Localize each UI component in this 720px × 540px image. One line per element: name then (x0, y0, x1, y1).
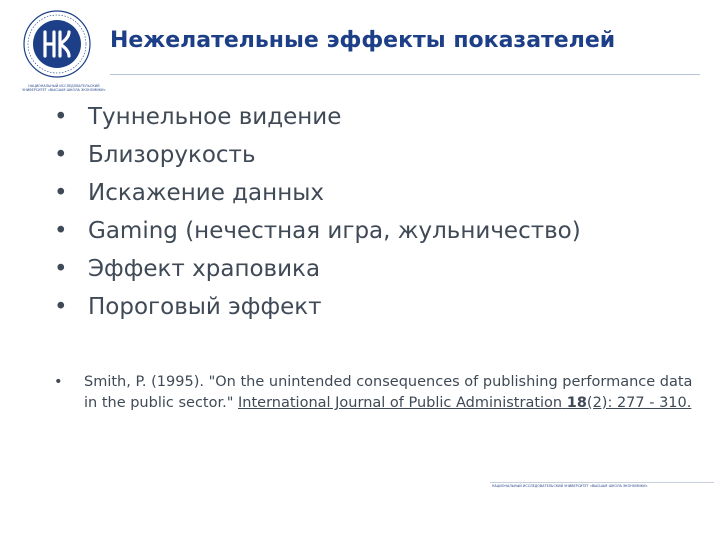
bullet-list (54, 98, 581, 326)
journal-volume: 18 (566, 395, 587, 411)
title-divider (110, 74, 700, 75)
list-item: • Туннельное видение (54, 98, 581, 136)
journal-name: International Journal of Public Administration (238, 395, 563, 411)
list-item: • Gaming (нечестная игра, жульничество) (54, 212, 581, 250)
page-title: Нежелательные эффекты показателей (110, 28, 616, 53)
reference-text: Smith, P. (1995). "On the unintended consequences of publishing performance data in the public sector." (84, 374, 693, 411)
list-item: • Искажение данных (54, 174, 581, 212)
footer-text: НАЦИОНАЛЬНЫЙ ИССЛЕДОВАТЕЛЬСКИЙ УНИВЕРСИТЕТ «ВЫСШАЯ ШКОЛА ЭКОНОМИКИ» (492, 484, 648, 488)
list-item: • Пороговый эффект (54, 288, 581, 326)
reference-body (54, 372, 694, 414)
reference-citation (54, 372, 694, 414)
list-item: • Близорукость (54, 136, 581, 174)
list-item: • Эффект храповика (54, 250, 581, 288)
reference-bullet: • (54, 374, 63, 390)
logo-caption: НАЦИОНАЛЬНЫЙ ИССЛЕДОВАТЕЛЬСКИЙ УНИВЕРСИТЕТ «ВЫСШАЯ ШКОЛА ЭКОНОМИКИ» (22, 84, 106, 92)
journal-link[interactable] (238, 395, 691, 411)
hse-logo (14, 8, 106, 92)
hse-seal-icon (14, 8, 100, 80)
footer-divider (490, 482, 714, 483)
journal-pages: (2): 277 - 310. (586, 395, 692, 411)
